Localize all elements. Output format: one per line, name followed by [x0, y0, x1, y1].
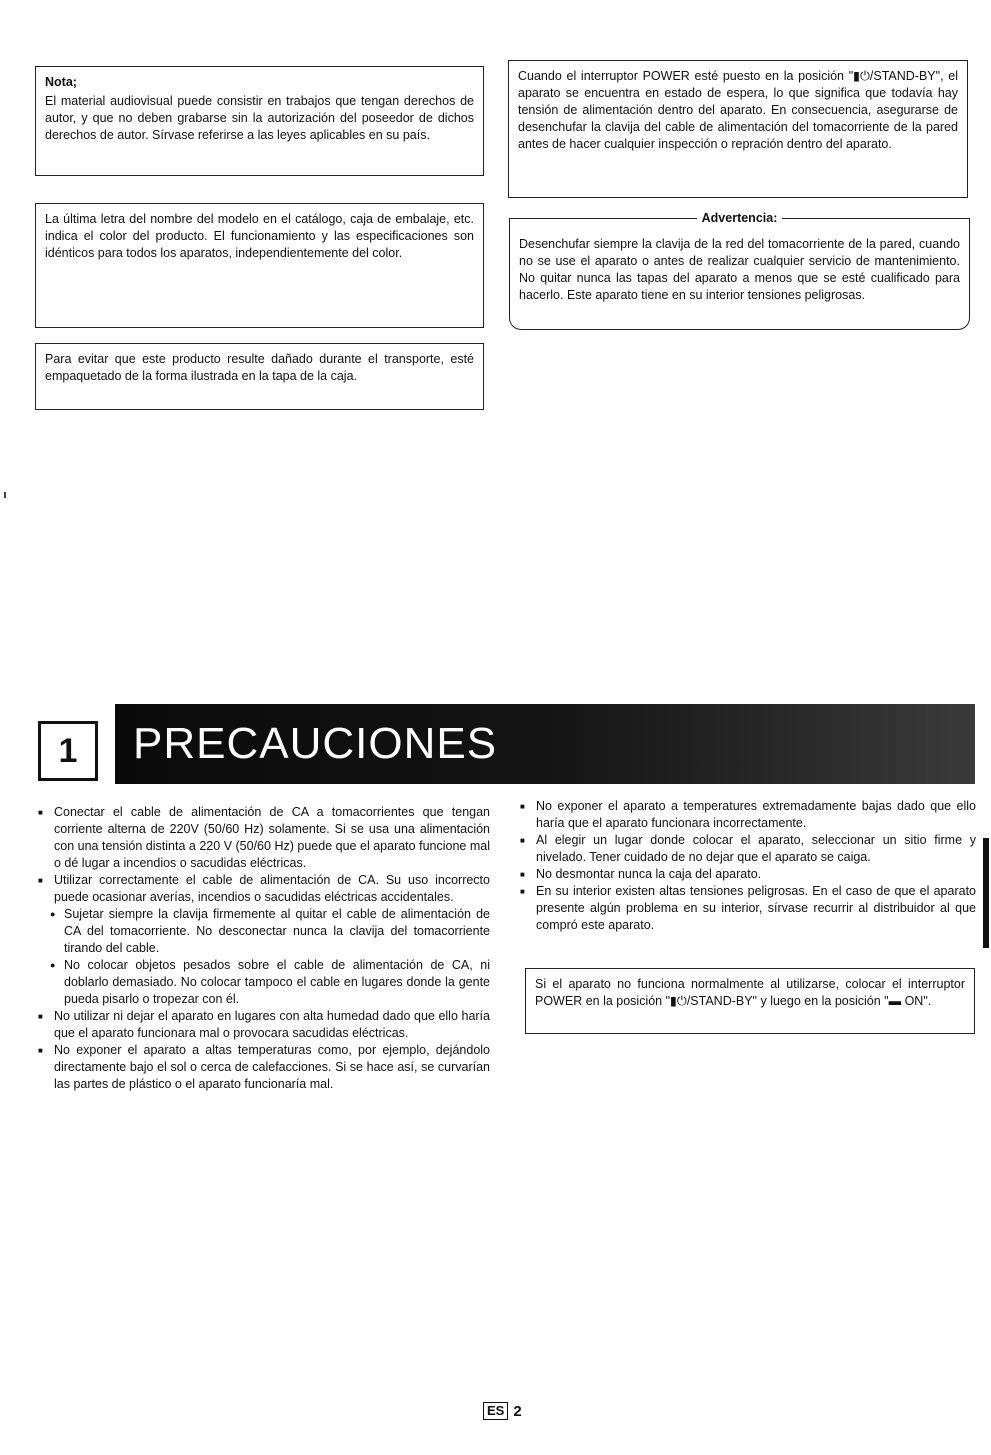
power-standby-text: Cuando el interruptor POWER esté puesto en la posición "▮⏻/STAND-BY", el aparato se encuentra en estado de espera, lo que significa que todavía hay tensión de alimentación dentro del aparato. En consecuencia, asegurarse de desenchufar la clavija del cable de alimentación del tomacorriente de la pared antes de hacer cualquier inspección o repración dentro del aparato.: [518, 69, 958, 151]
list-item: ■ Utilizar correctamente el cable de alimentación de CA. Su uso incorrecto puede ocasionar averías, incendios o sacudidas eléctricas accidentales.: [38, 872, 490, 906]
page-footer: [483, 1402, 522, 1420]
section-title-bar: [115, 704, 975, 784]
scan-mark: [4, 492, 6, 498]
list-item: ● No colocar objetos pesados sobre el cable de alimentación de CA, ni doblarlo demasiado. No colocar tampoco el cable en lugares donde la gente pueda pisarlo o tropezar con él.: [38, 957, 490, 1008]
warning-box: [509, 210, 970, 330]
language-badge: ES: [483, 1402, 508, 1420]
section-title: PRECAUCIONES: [133, 719, 498, 768]
list-item: ■ Al elegir un lugar donde colocar el aparato, seleccionar un sitio firme y nivelado. Tener cuidado de no dejar que el aparato se caiga.: [520, 832, 976, 866]
list-item: ■ No exponer el aparato a altas temperaturas como, por ejemplo, dejándolo directamente bajo el sol o cerca de calefacciones. Si se hace así, se curvarían las partes de plástico o el aparato funcionaría mal.: [38, 1042, 490, 1093]
left-precautions-column: [38, 804, 490, 1093]
transport-text: Para evitar que este producto resulte dañado durante el transporte, esté empaquetado de la forma ilustrada en la tapa de la caja.: [45, 352, 474, 383]
list-item: ■ No utilizar ni dejar el aparato en lugares con alta humedad dado que ello haría que el aparato funcionara mal o provocara sacudidas eléctricas.: [38, 1008, 490, 1042]
warning-header: [510, 210, 969, 226]
list-item: ■ Conectar el cable de alimentación de CA a tomacorrientes que tengan corriente alterna de 220V (50/60 Hz) solamente. Si se usa una alimentación con una tensión distinta a 220 V (50/60 Hz) puede que el aparato funcione mal o dé lugar a incendios o sacudidas eléctricas.: [38, 804, 490, 872]
warning-title: Advertencia:: [701, 210, 778, 225]
nota-box: [35, 66, 484, 176]
nota-title: Nota;: [45, 75, 77, 89]
right-precautions-column: [520, 798, 976, 934]
list-item: ■ No desmontar nunca la caja del aparato.: [520, 866, 976, 883]
page-number: 2: [513, 1402, 522, 1420]
model-color-text: La última letra del nombre del modelo en el catálogo, caja de embalaje, etc. indica el color del producto. El funcionamiento y las especificaciones son idénticos para todos los aparatos, independientemente del color.: [45, 212, 474, 260]
section-number: 1: [38, 721, 98, 781]
standby-tip-box: [525, 968, 975, 1034]
left-precautions-list: [38, 804, 490, 1093]
list-item: ■ No exponer el aparato a temperatures extremadamente bajas dado que ello haría que el aparato funcionara incorrectamente.: [520, 798, 976, 832]
standby-tip-text: Si el aparato no funciona normalmente al utilizarse, colocar el interruptor POWER en la posición "▮⏻/STAND-BY" y luego en la posición "▬ ON".: [535, 977, 965, 1008]
edge-marker: [983, 838, 989, 948]
list-item: ● Sujetar siempre la clavija firmemente al quitar el cable de alimentación de CA del tomacorriente. No desconectar nunca la clavija del tomacorriente tirando del cable.: [38, 906, 490, 957]
right-precautions-list: [520, 798, 976, 934]
model-color-box: [35, 203, 484, 328]
transport-box: [35, 343, 484, 410]
warning-text: Desenchufar siempre la clavija de la red del tomacorriente de la pared, cuando no se use el aparato o antes de realizar cualquier servicio de mantenimiento. No quitar nunca las tapas del aparato a menos que se esté cualificado para hacerlo. Este aparato tiene en su interior tensiones peligrosas.: [519, 237, 960, 302]
nota-text: El material audiovisual puede consistir en trabajos que tengan derechos de autor, y que no deben grabarse sin la autorización del poseedor de dichos derechos de autor. Sírvase referirse a las leyes aplicables en su país.: [45, 94, 474, 142]
power-standby-box: [508, 60, 968, 198]
list-item: ■ En su interior existen altas tensiones peligrosas. En el caso de que el aparato presente algún problema en su interior, sírvase recurrir al distribuidor al que compró este aparato.: [520, 883, 976, 934]
